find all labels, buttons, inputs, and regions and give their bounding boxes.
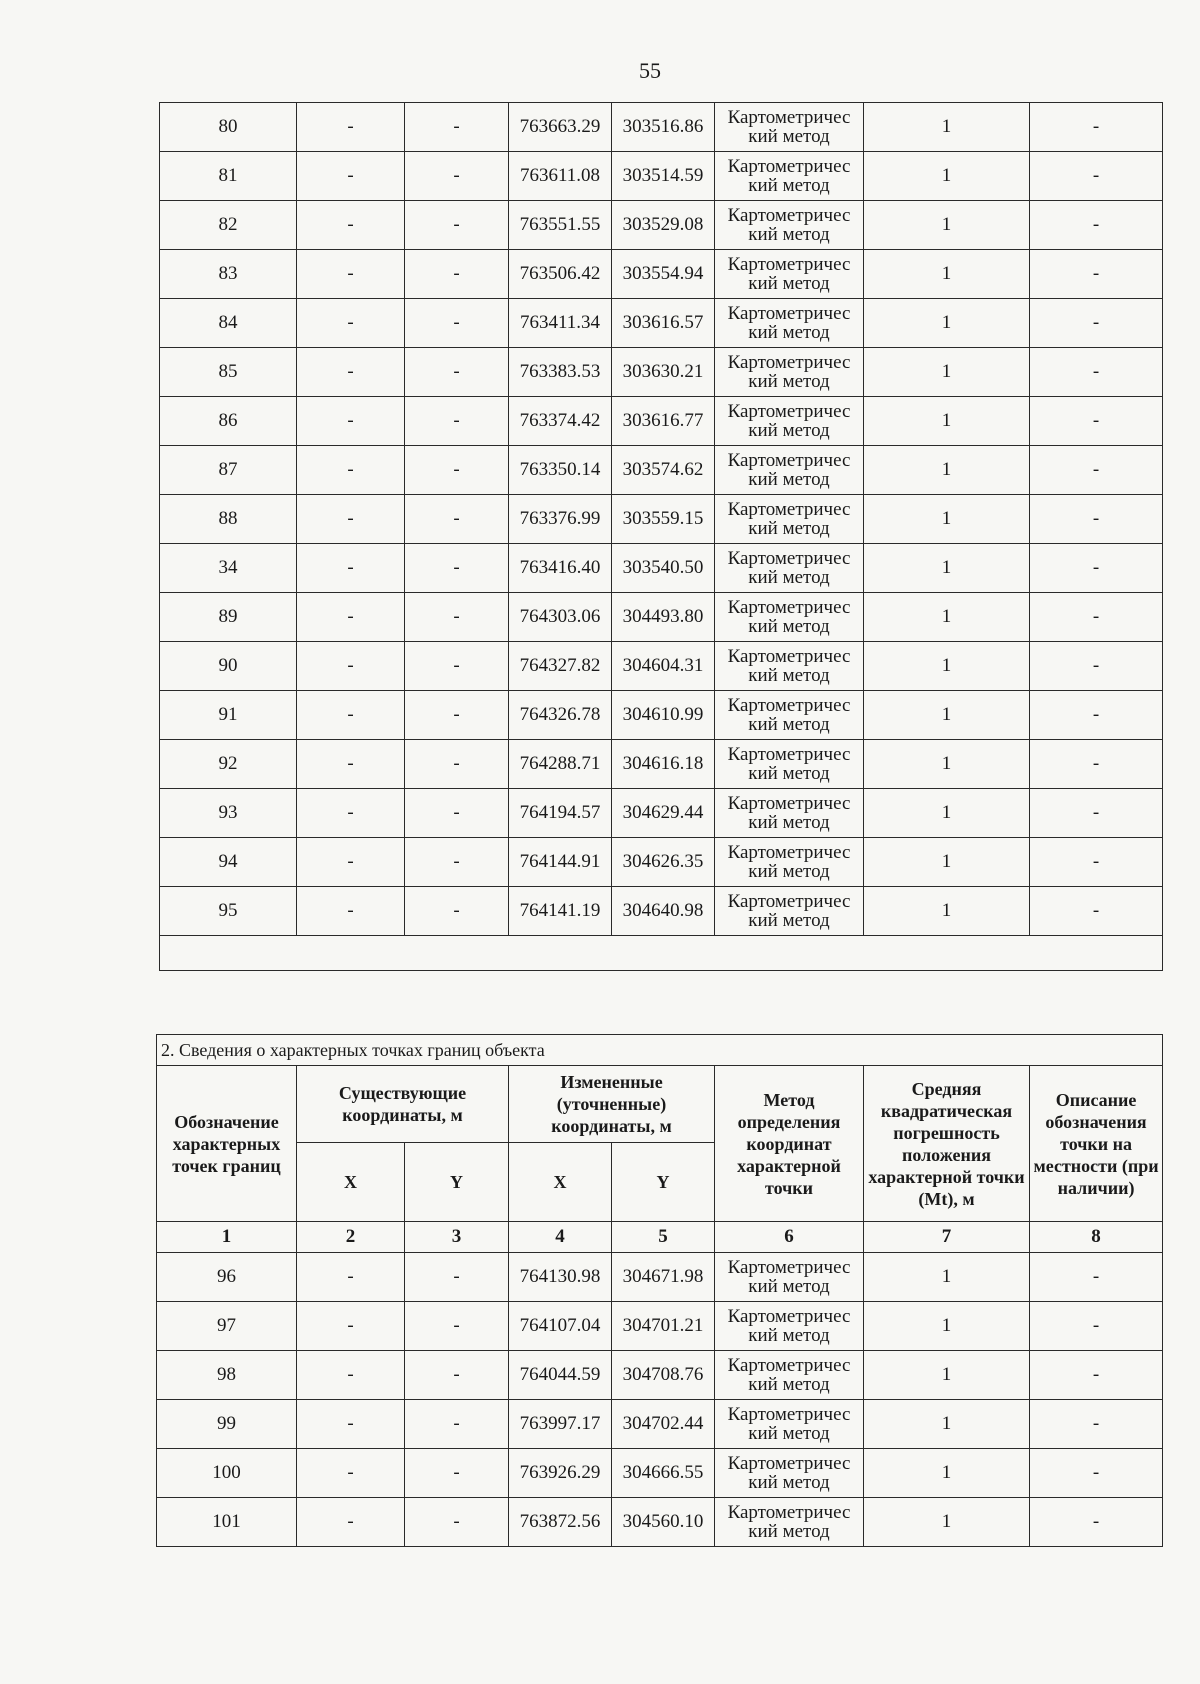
method-line-1: Картометричес (727, 646, 851, 667)
method-cell (715, 691, 864, 740)
method-cell (715, 642, 864, 691)
existing-x-cell: - (297, 1351, 405, 1400)
header-changed-x: X (509, 1143, 612, 1222)
header-existing-coords: Существующие координаты, м (297, 1066, 509, 1143)
existing-y-cell: - (405, 446, 509, 495)
existing-x-cell: - (297, 1253, 405, 1302)
mt-cell: 1 (864, 1400, 1030, 1449)
existing-y-cell: - (405, 348, 509, 397)
method-line-1: Картометричес (727, 499, 851, 520)
changed-y-cell: 304702.44 (612, 1400, 715, 1449)
method-cell (715, 1498, 864, 1547)
method-line-2: кий метод (748, 273, 830, 294)
existing-x-cell: - (297, 1498, 405, 1547)
column-number: 5 (612, 1222, 715, 1253)
existing-y-cell: - (405, 740, 509, 789)
description-cell: - (1030, 103, 1163, 152)
method-line-1: Картометричес (727, 548, 851, 569)
method-cell (715, 1302, 864, 1351)
table1-blank-row (160, 936, 1163, 971)
existing-y-cell: - (405, 152, 509, 201)
existing-y-cell: - (405, 642, 509, 691)
point-designation-cell: 80 (160, 103, 297, 152)
method-line-1: Картометричес (727, 1306, 851, 1327)
table-row (160, 495, 1163, 544)
method-line-1: Картометричес (727, 842, 851, 863)
table-row (160, 691, 1163, 740)
existing-x-cell: - (297, 1400, 405, 1449)
changed-x-cell: 763551.55 (509, 201, 612, 250)
changed-y-cell: 303559.15 (612, 495, 715, 544)
changed-x-cell: 763350.14 (509, 446, 612, 495)
mt-cell: 1 (864, 250, 1030, 299)
description-cell: - (1030, 495, 1163, 544)
table2-body (157, 1253, 1163, 1547)
column-number: 8 (1030, 1222, 1163, 1253)
existing-x-cell: - (297, 1449, 405, 1498)
method-cell (715, 1351, 864, 1400)
changed-x-cell: 763376.99 (509, 495, 612, 544)
method-cell (715, 1449, 864, 1498)
method-cell (715, 495, 864, 544)
table-row (160, 740, 1163, 789)
method-cell (715, 446, 864, 495)
changed-x-cell: 763411.34 (509, 299, 612, 348)
method-line-2: кий метод (748, 567, 830, 588)
point-designation-cell: 89 (160, 593, 297, 642)
header-method: Метод определения координат характерной точки (715, 1066, 864, 1222)
method-line-2: кий метод (748, 175, 830, 196)
existing-y-cell: - (405, 544, 509, 593)
changed-y-cell: 303554.94 (612, 250, 715, 299)
column-number: 2 (297, 1222, 405, 1253)
method-cell (715, 1253, 864, 1302)
existing-x-cell: - (297, 691, 405, 740)
changed-y-cell: 304640.98 (612, 887, 715, 936)
table-row (160, 250, 1163, 299)
mt-cell: 1 (864, 1253, 1030, 1302)
point-designation-cell: 98 (157, 1351, 297, 1400)
changed-x-cell: 763872.56 (509, 1498, 612, 1547)
mt-cell: 1 (864, 740, 1030, 789)
method-cell (715, 789, 864, 838)
mt-cell: 1 (864, 691, 1030, 740)
existing-y-cell: - (405, 789, 509, 838)
existing-x-cell: - (297, 544, 405, 593)
existing-x-cell: - (297, 642, 405, 691)
method-line-2: кий метод (748, 1325, 830, 1346)
header-row-top (157, 1066, 1163, 1143)
method-line-2: кий метод (748, 126, 830, 147)
description-cell: - (1030, 838, 1163, 887)
method-line-2: кий метод (748, 518, 830, 539)
mt-cell: 1 (864, 838, 1030, 887)
point-designation-cell: 96 (157, 1253, 297, 1302)
existing-x-cell: - (297, 397, 405, 446)
method-line-1: Картометричес (727, 597, 851, 618)
header-mt: Средняя квадратическая погрешность положения характерной точки (Mt), м (864, 1066, 1030, 1222)
method-line-1: Картометричес (727, 1257, 851, 1278)
changed-y-cell: 303616.57 (612, 299, 715, 348)
table-row (157, 1400, 1163, 1449)
existing-x-cell: - (297, 299, 405, 348)
changed-y-cell: 304493.80 (612, 593, 715, 642)
changed-x-cell: 764044.59 (509, 1351, 612, 1400)
method-line-2: кий метод (748, 714, 830, 735)
method-line-2: кий метод (748, 469, 830, 490)
point-designation-cell: 81 (160, 152, 297, 201)
table-row (157, 1253, 1163, 1302)
description-cell: - (1030, 642, 1163, 691)
method-cell (715, 348, 864, 397)
existing-y-cell: - (405, 1351, 509, 1400)
mt-cell: 1 (864, 397, 1030, 446)
changed-y-cell: 304666.55 (612, 1449, 715, 1498)
method-line-2: кий метод (748, 371, 830, 392)
page-number: 55 (639, 58, 661, 83)
point-designation-cell: 83 (160, 250, 297, 299)
method-line-1: Картометричес (727, 401, 851, 422)
changed-x-cell: 764194.57 (509, 789, 612, 838)
table-row (160, 838, 1163, 887)
method-line-1: Картометричес (727, 1404, 851, 1425)
changed-y-cell: 303616.77 (612, 397, 715, 446)
mt-cell: 1 (864, 544, 1030, 593)
description-cell: - (1030, 1449, 1163, 1498)
description-cell: - (1030, 1253, 1163, 1302)
description-cell: - (1030, 789, 1163, 838)
method-cell (715, 103, 864, 152)
method-line-2: кий метод (748, 224, 830, 245)
column-number: 6 (715, 1222, 864, 1253)
existing-y-cell: - (405, 1449, 509, 1498)
existing-y-cell: - (405, 1302, 509, 1351)
description-cell: - (1030, 691, 1163, 740)
method-line-1: Картометричес (727, 156, 851, 177)
changed-x-cell: 764303.06 (509, 593, 612, 642)
method-line-1: Картометричес (727, 254, 851, 275)
method-cell (715, 152, 864, 201)
method-line-1: Картометричес (727, 352, 851, 373)
existing-y-cell: - (405, 495, 509, 544)
changed-y-cell: 304610.99 (612, 691, 715, 740)
table-row (160, 593, 1163, 642)
method-line-1: Картометричес (727, 1355, 851, 1376)
mt-cell: 1 (864, 348, 1030, 397)
method-line-1: Картометричес (727, 891, 851, 912)
point-designation-cell: 101 (157, 1498, 297, 1547)
description-cell: - (1030, 299, 1163, 348)
mt-cell: 1 (864, 1449, 1030, 1498)
table-row (160, 544, 1163, 593)
table-row (160, 348, 1163, 397)
header-existing-x: X (297, 1143, 405, 1222)
changed-x-cell: 763997.17 (509, 1400, 612, 1449)
changed-x-cell: 764144.91 (509, 838, 612, 887)
table-row (160, 201, 1163, 250)
mt-cell: 1 (864, 1302, 1030, 1351)
existing-y-cell: - (405, 1400, 509, 1449)
changed-y-cell: 304626.35 (612, 838, 715, 887)
changed-x-cell: 764288.71 (509, 740, 612, 789)
changed-y-cell: 304629.44 (612, 789, 715, 838)
column-number: 4 (509, 1222, 612, 1253)
point-designation-cell: 93 (160, 789, 297, 838)
existing-x-cell: - (297, 789, 405, 838)
method-cell (715, 250, 864, 299)
point-designation-cell: 100 (157, 1449, 297, 1498)
changed-y-cell: 304708.76 (612, 1351, 715, 1400)
existing-y-cell: - (405, 691, 509, 740)
changed-x-cell: 763926.29 (509, 1449, 612, 1498)
description-cell: - (1030, 152, 1163, 201)
header-changed-y: Y (612, 1143, 715, 1222)
existing-x-cell: - (297, 838, 405, 887)
table-row (160, 103, 1163, 152)
method-cell (715, 544, 864, 593)
table-row (160, 446, 1163, 495)
point-designation-cell: 90 (160, 642, 297, 691)
changed-x-cell: 763506.42 (509, 250, 612, 299)
existing-x-cell: - (297, 152, 405, 201)
changed-y-cell: 304560.10 (612, 1498, 715, 1547)
existing-y-cell: - (405, 250, 509, 299)
existing-x-cell: - (297, 495, 405, 544)
changed-y-cell: 304701.21 (612, 1302, 715, 1351)
mt-cell: 1 (864, 642, 1030, 691)
column-number: 7 (864, 1222, 1030, 1253)
method-line-2: кий метод (748, 616, 830, 637)
existing-y-cell: - (405, 1253, 509, 1302)
point-designation-cell: 82 (160, 201, 297, 250)
method-cell (715, 397, 864, 446)
method-line-1: Картометричес (727, 450, 851, 471)
point-designation-cell: 88 (160, 495, 297, 544)
existing-x-cell: - (297, 201, 405, 250)
changed-y-cell: 303574.62 (612, 446, 715, 495)
point-designation-cell: 97 (157, 1302, 297, 1351)
description-cell: - (1030, 201, 1163, 250)
table-row (157, 1449, 1163, 1498)
existing-y-cell: - (405, 103, 509, 152)
method-cell (715, 887, 864, 936)
changed-y-cell: 304671.98 (612, 1253, 715, 1302)
existing-x-cell: - (297, 103, 405, 152)
existing-x-cell: - (297, 887, 405, 936)
description-cell: - (1030, 446, 1163, 495)
method-line-2: кий метод (748, 665, 830, 686)
description-cell: - (1030, 1351, 1163, 1400)
existing-x-cell: - (297, 250, 405, 299)
point-designation-cell: 86 (160, 397, 297, 446)
existing-x-cell: - (297, 740, 405, 789)
changed-y-cell: 303630.21 (612, 348, 715, 397)
point-designation-cell: 84 (160, 299, 297, 348)
existing-y-cell: - (405, 299, 509, 348)
changed-x-cell: 763374.42 (509, 397, 612, 446)
mt-cell: 1 (864, 152, 1030, 201)
description-cell: - (1030, 1400, 1163, 1449)
method-line-1: Картометричес (727, 793, 851, 814)
changed-x-cell: 764141.19 (509, 887, 612, 936)
existing-y-cell: - (405, 593, 509, 642)
existing-y-cell: - (405, 201, 509, 250)
mt-cell: 1 (864, 299, 1030, 348)
method-line-2: кий метод (748, 1423, 830, 1444)
method-line-1: Картометричес (727, 303, 851, 324)
table-row (157, 1498, 1163, 1547)
point-designation-cell: 94 (160, 838, 297, 887)
description-cell: - (1030, 593, 1163, 642)
method-line-2: кий метод (748, 1276, 830, 1297)
method-line-2: кий метод (748, 763, 830, 784)
column-number: 1 (157, 1222, 297, 1253)
point-designation-cell: 34 (160, 544, 297, 593)
description-cell: - (1030, 1302, 1163, 1351)
column-number-row (157, 1222, 1163, 1253)
method-line-2: кий метод (748, 322, 830, 343)
section-title: 2. Сведения о характерных точках границ объекта (157, 1035, 1163, 1066)
header-description: Описание обозначения точки на местности (при наличии) (1030, 1066, 1163, 1222)
changed-x-cell: 764130.98 (509, 1253, 612, 1302)
table-row (160, 397, 1163, 446)
changed-y-cell: 304616.18 (612, 740, 715, 789)
changed-x-cell: 763611.08 (509, 152, 612, 201)
point-designation-cell: 91 (160, 691, 297, 740)
mt-cell: 1 (864, 887, 1030, 936)
point-designation-cell: 95 (160, 887, 297, 936)
changed-x-cell: 763416.40 (509, 544, 612, 593)
description-cell: - (1030, 887, 1163, 936)
point-designation-cell: 87 (160, 446, 297, 495)
changed-y-cell: 304604.31 (612, 642, 715, 691)
changed-x-cell: 764326.78 (509, 691, 612, 740)
table1-body (160, 103, 1163, 936)
method-line-2: кий метод (748, 420, 830, 441)
method-line-1: Картометричес (727, 107, 851, 128)
description-cell: - (1030, 348, 1163, 397)
method-cell (715, 1400, 864, 1449)
method-line-1: Картометричес (727, 695, 851, 716)
mt-cell: 1 (864, 593, 1030, 642)
boundary-points-table (156, 1034, 1163, 1547)
table-row (160, 642, 1163, 691)
column-number: 3 (405, 1222, 509, 1253)
description-cell: - (1030, 740, 1163, 789)
header-point-designation: Обозначение характерных точек границ (157, 1066, 297, 1222)
existing-x-cell: - (297, 593, 405, 642)
mt-cell: 1 (864, 1498, 1030, 1547)
existing-x-cell: - (297, 348, 405, 397)
changed-y-cell: 303514.59 (612, 152, 715, 201)
method-cell (715, 299, 864, 348)
changed-y-cell: 303516.86 (612, 103, 715, 152)
method-line-2: кий метод (748, 910, 830, 931)
point-designation-cell: 92 (160, 740, 297, 789)
table-row (160, 887, 1163, 936)
description-cell: - (1030, 250, 1163, 299)
existing-y-cell: - (405, 838, 509, 887)
method-line-1: Картометричес (727, 744, 851, 765)
table-row (157, 1302, 1163, 1351)
method-line-2: кий метод (748, 1374, 830, 1395)
description-cell: - (1030, 397, 1163, 446)
changed-y-cell: 303540.50 (612, 544, 715, 593)
method-line-2: кий метод (748, 1521, 830, 1542)
changed-y-cell: 303529.08 (612, 201, 715, 250)
existing-y-cell: - (405, 397, 509, 446)
method-line-2: кий метод (748, 1472, 830, 1493)
method-cell (715, 740, 864, 789)
mt-cell: 1 (864, 201, 1030, 250)
method-line-1: Картометричес (727, 205, 851, 226)
existing-x-cell: - (297, 1302, 405, 1351)
changed-x-cell: 764327.82 (509, 642, 612, 691)
point-designation-cell: 85 (160, 348, 297, 397)
method-cell (715, 201, 864, 250)
existing-y-cell: - (405, 887, 509, 936)
mt-cell: 1 (864, 789, 1030, 838)
method-line-2: кий метод (748, 812, 830, 833)
header-existing-y: Y (405, 1143, 509, 1222)
changed-x-cell: 764107.04 (509, 1302, 612, 1351)
changed-x-cell: 763383.53 (509, 348, 612, 397)
description-cell: - (1030, 544, 1163, 593)
method-line-2: кий метод (748, 861, 830, 882)
mt-cell: 1 (864, 103, 1030, 152)
mt-cell: 1 (864, 495, 1030, 544)
existing-y-cell: - (405, 1498, 509, 1547)
header-changed-coords: Измененные (уточненные) координаты, м (509, 1066, 715, 1143)
method-line-1: Картометричес (727, 1453, 851, 1474)
method-line-1: Картометричес (727, 1502, 851, 1523)
method-cell (715, 593, 864, 642)
table-row (157, 1351, 1163, 1400)
description-cell: - (1030, 1498, 1163, 1547)
point-designation-cell: 99 (157, 1400, 297, 1449)
coordinates-table-continued (159, 102, 1163, 971)
table-row (160, 299, 1163, 348)
mt-cell: 1 (864, 1351, 1030, 1400)
table-row (160, 152, 1163, 201)
existing-x-cell: - (297, 446, 405, 495)
section-title-row (157, 1035, 1163, 1066)
table-row (160, 789, 1163, 838)
mt-cell: 1 (864, 446, 1030, 495)
method-cell (715, 838, 864, 887)
changed-x-cell: 763663.29 (509, 103, 612, 152)
